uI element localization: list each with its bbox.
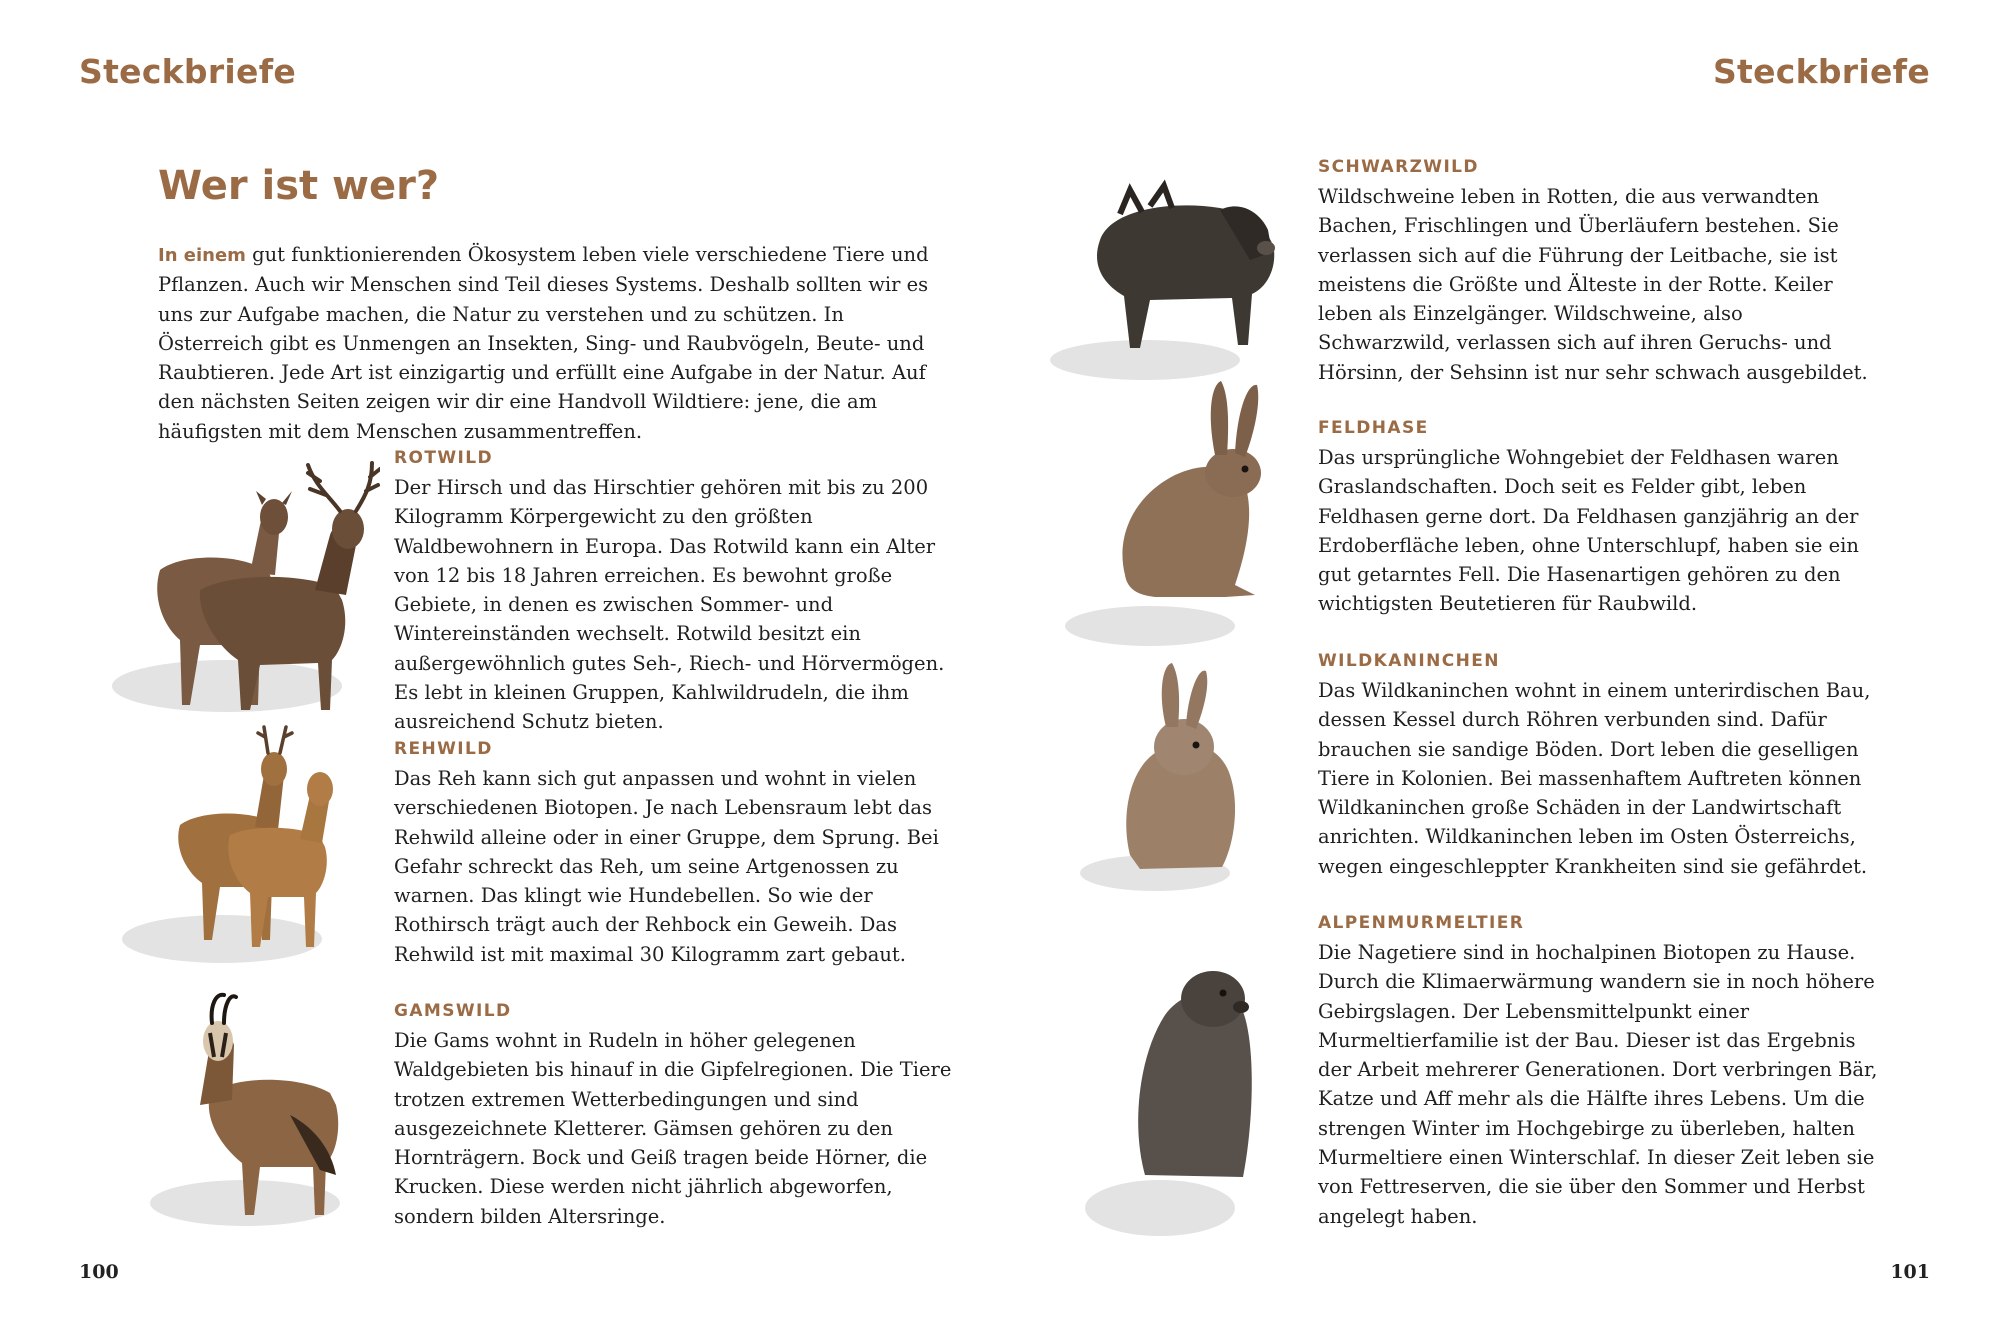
right-page xyxy=(1000,0,2000,1333)
entry-text: Der Hirsch und das Hirschtier gehören mit bis zu 200 Kilogramm Körpergewicht zu den größten Waldbewohnern in Europa. Das Rotwild kann ein Alter von 12 bis 18 Jahren erreichen. Es bewohnt große Gebiete, in denen es zwischen Sommer- und Wintereinständen wechselt. Rotwild besitzt ein außergewöhnlich gutes Seh-, Riech- und Hörvermögen. Es lebt in kleinen Gruppen, Kahlwildrudeln, die ihm ausreichend Schutz bieten. xyxy=(394,476,945,734)
page-number-right: 101 xyxy=(1890,1261,1930,1283)
marmot-illustration xyxy=(1125,945,1265,1195)
entry-text: Die Gams wohnt in Rudeln in höher gelegenen Waldgebieten bis hinauf in die Gipfelregionen. Die Tiere trotzen extremen Wetterbedingungen und sind ausgezeichnete Kletterer. Gämsen gehören zu den Hornträgern. Bock und Geiß tragen beide Hörner, die Krucken. Diese werden nicht jährlich abgeworfen, sondern bilden Altersringe. xyxy=(394,1029,952,1228)
entry-rotwild xyxy=(394,445,954,737)
intro-paragraph xyxy=(158,240,936,446)
entry-schwarzwild xyxy=(1318,154,1878,387)
entry-text: Das Reh kann sich gut anpassen und wohnt in vielen verschiedenen Biotopen. Je nach Lebensraum lebt das Rehwild alleine oder in einer Gruppe, dem Sprung. Bei Gefahr schreckt das Reh, um seine Artgenossen zu warnen. Das klingt wie Hundebellen. So wie der Rothirsch trägt auch der Rehbock ein Geweih. Das Rehwild ist mit maximal 30 Kilogramm zart gebaut. xyxy=(394,767,939,966)
page-title: Wer ist wer? xyxy=(158,163,440,209)
entry-text: Das ursprüngliche Wohngebiet der Feldhasen waren Graslandschaften. Doch seit es Felder gibt, leben Feldhasen gerne dort. Da Feldhasen ganzjährig an der Erdoberfläche leben, ohne Unterschlupf, haben sie ein gut getarntes Fell. Die Hasenartigen gehören zu den wichtigsten Beutetieren für Raubwild. xyxy=(1318,446,1859,616)
entry-text: Die Nagetiere sind in hochalpinen Biotopen zu Hause. Durch die Klimaerwärmung wandern sie in noch höhere Gebirgslagen. Der Lebensmittelpunkt einer Murmeltierfamilie ist der Bau. Dieser ist das Ergebnis der Arbeit mehrerer Generationen. Dort verbringen Bär, Katze und Aff mehr als die Hälfte ihres Lebens. Um die strengen Winter im Hochgebirge zu überleben, halten Murmeltiere einen Winterschlaf. In dieser Zeit leben sie von Fettreserven, die sie über den Sommer und Herbst angelegt haben. xyxy=(1318,941,1878,1228)
page-number-left: 100 xyxy=(79,1261,119,1283)
running-head-left: Steckbriefe xyxy=(79,52,297,91)
roe-deer-illustration xyxy=(160,715,350,955)
rabbit-illustration xyxy=(1110,655,1250,880)
wild-boar-illustration xyxy=(1080,170,1280,360)
entry-wildkaninchen xyxy=(1318,648,1878,881)
entry-heading: ALPENMURMELTIER xyxy=(1318,913,1525,933)
entry-heading: SCHWARZWILD xyxy=(1318,157,1479,177)
entry-heading: WILDKANINCHEN xyxy=(1318,651,1500,671)
entry-alpenmurmeltier xyxy=(1318,910,1878,1231)
entry-heading: ROTWILD xyxy=(394,448,493,468)
entry-heading: FELDHASE xyxy=(1318,418,1429,438)
chamois-illustration xyxy=(170,975,350,1225)
entry-feldhase xyxy=(1318,415,1878,619)
entry-heading: GAMSWILD xyxy=(394,1001,512,1021)
entry-heading: REHWILD xyxy=(394,739,493,759)
entry-text: Das Wildkaninchen wohnt in einem unterirdischen Bau, dessen Kessel durch Röhren verbunden sind. Dafür brauchen sie sandige Böden. Dort leben die geselligen Tiere in Kolonien. Bei massenhaftem Auftreten können Wildkaninchen große Schäden in der Landwirtschaft anrichten. Wildkaninchen leben im Osten Österreichs, wegen eingeschleppter Krankheiten sind sie gefährdet. xyxy=(1318,679,1871,878)
intro-lead: In einem xyxy=(158,245,246,266)
intro-text: gut funktionierenden Ökosystem leben viele verschiedene Tiere und Pflanzen. Auch wir Menschen sind Teil dieses Systems. Deshalb sollten wir es uns zur Aufgabe machen, die Natur zu verstehen und zu schützen. In Österreich gibt es Unmengen an Insekten, Sing- und Raubvögeln, Beute- und Raubtieren. Jede Art ist einzigartig und erfüllt eine Aufgabe in der Natur. Auf den nächsten Seiten zeigen wir dir eine Handvoll Wildtiere: jene, die am häufigsten mit dem Menschen zusammentreffen. xyxy=(158,243,929,443)
entry-gamswild xyxy=(394,998,954,1231)
entry-text: Wildschweine leben in Rotten, die aus verwandten Bachen, Frischlingen und Überläufern bestehen. Sie verlassen sich auf die Führung der Leitbache, sie ist meistens die Größte und Älteste in der Rotte. Keiler leben als Einzelgänger. Wildschweine, also Schwarzwild, verlassen sich auf ihren Geruchs- und Hörsinn, der Sehsinn ist nur sehr schwach ausgebildet. xyxy=(1318,185,1868,384)
entry-rehwild xyxy=(394,736,954,969)
running-head-right: Steckbriefe xyxy=(1712,52,1930,91)
hare-illustration xyxy=(1095,375,1295,615)
red-deer-illustration xyxy=(110,455,380,715)
